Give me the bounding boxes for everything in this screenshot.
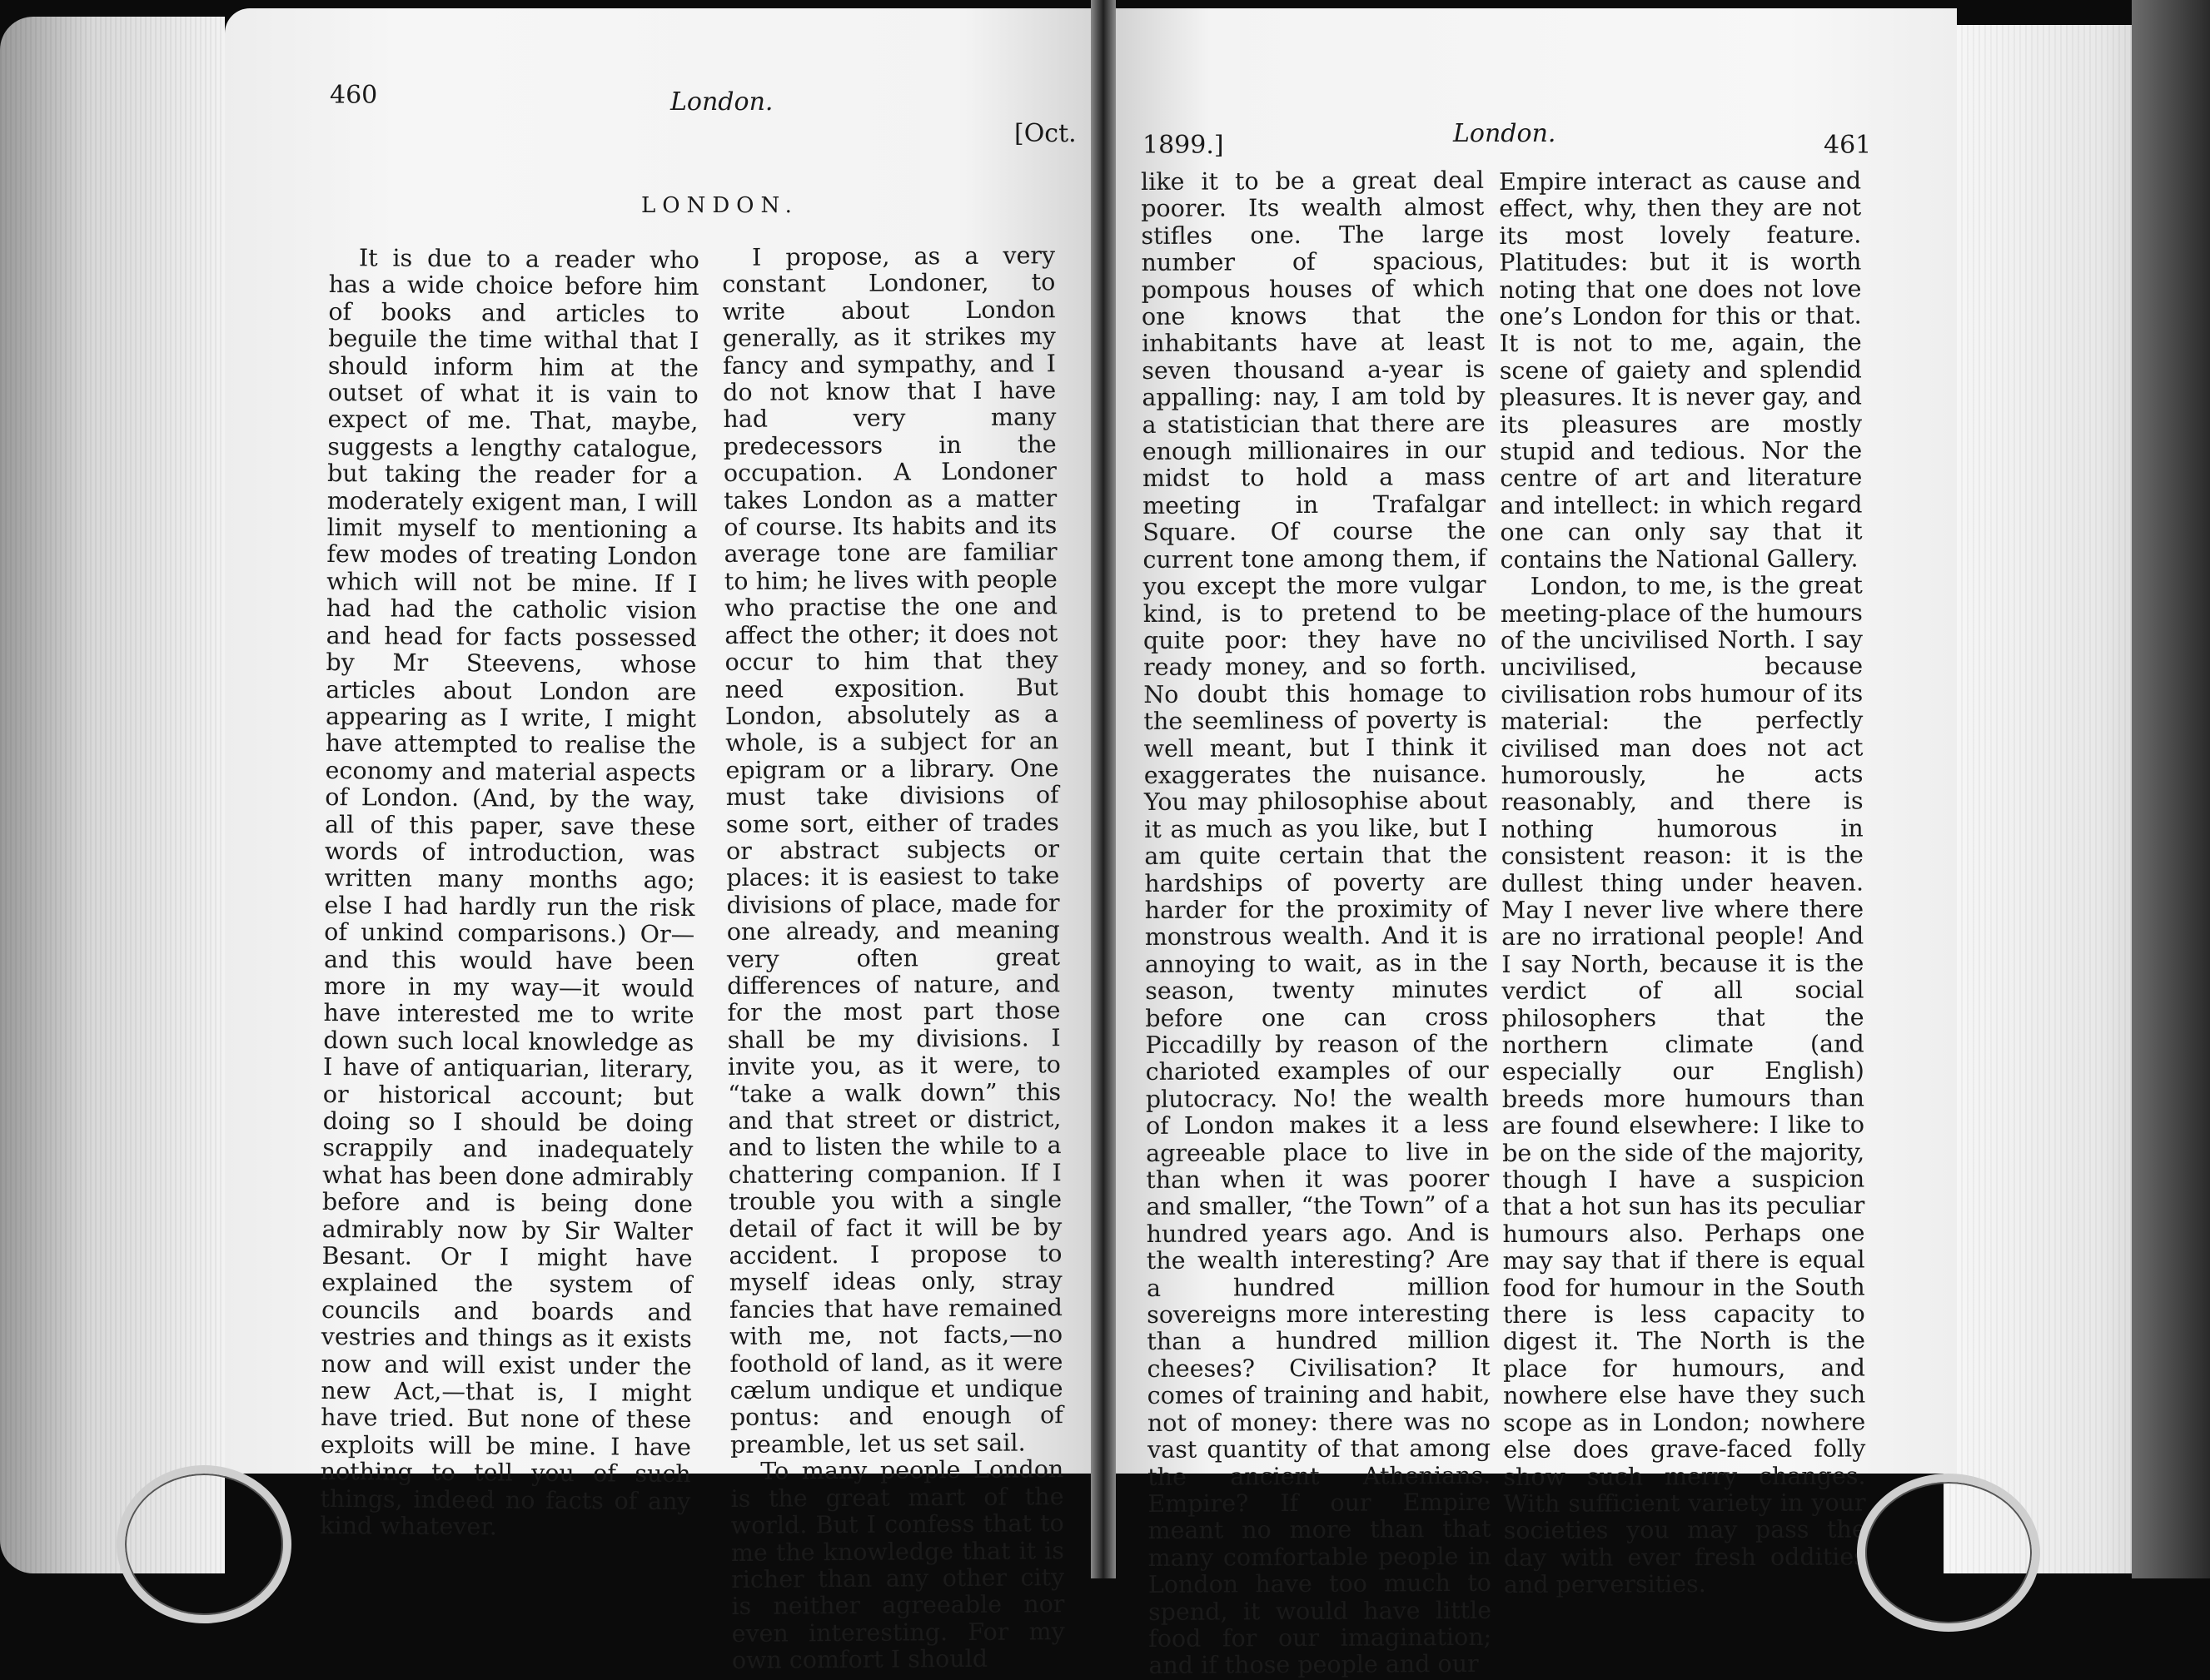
page-holder-clip-right <box>1857 1474 2040 1632</box>
left-running-title: London. <box>670 87 774 117</box>
paragraph: I propose, as a very constant Londoner, to write about London generally, as it strikes my fancy and sympathy, and I do not know that I have had very many predecessors in the occupation. A Londoner takes London as a matter of course. Its habits and its average tone are familiar to him; he lives with people who practise the one and affect the other; it does not occur to him that they need exposition. But London, absolutely as a whole, is a subject for an epigram or a library. One must take divisions of some sort, either of trades or abstract subjects or places: it is easiest to take divisions of place, made for one already, and meaning very often great differences of nature, and for the most part those shall be my divisions. I invite you, as it were, to “take a walk down” this and that street or district, and to listen the while to a chattering companion. If I trouble you with a single detail of fact it will be by accident. I propose to myself ideas only, stray fancies that have remained with me, not facts,—no foothold of land, as it were cælum undique et undique pontus: and enough of preamble, let us set sail. <box>722 241 1063 1459</box>
book-page-edges-left <box>0 17 225 1573</box>
paragraph: To many people London is the great mart of the world. But I confess that to me the knowledge that it is richer than any other city is neither agreeable nor even interesting. For my own comfort I should <box>730 1455 1065 1675</box>
paragraph: Empire interact as cause and effect, why, then they are not its most lovely feature. Platitudes: but it is worth noting that one does not love one’s London for this or that. It is not to me, again, the scene of gaiety and splendid pleasures. It is never gay, and its pleasures are mostly stupid and tedious. Nor the centre of art and literature and intellect: in which regard one can only say that it contains the National Gallery. <box>1498 167 1863 574</box>
left-date-bracket: [Oct. <box>1014 119 1077 148</box>
book-cover-edge <box>2132 0 2210 1578</box>
left-column-1 <box>320 245 699 1543</box>
book-gutter <box>1091 0 1116 1578</box>
article-title: LONDON. <box>641 193 799 218</box>
paragraph: like it to be a great deal poorer. Its wealth almost stifles one. The large number of spacious, pompous houses of which one knows that the inhabitants have at least seven thousand a-year is appalling: nay, I am told by a statistician that there are enough millionaires in our midst to hold a mass meeting in Trafalgar Square. Of course the current tone among them, if you except the more vulgar kind, is to pretend to be quite poor: they have no ready money, and so forth. No doubt this homage to the seemliness of poverty is well meant, but I think it exaggerates the nuisance. You may philosophise about it as much as you like, but I am quite certain that the hardships of poverty are harder for the proximity of monstrous wealth. And it is annoying to wait, as in the season, twenty minutes before one can cross Piccadilly by reason of the charioted examples of our plutocracy. No! the wealth of London makes it a less agreeable place to live in than when it was poorer and smaller, “the Town” of a hundred years ago. And is the wealth interesting? Are a hundred million sovereigns more interesting than a hundred million cheeses? Civilisation? It comes of training and habit, not of money: there was no vast quantity of that among the ancient Athenians. Empire? If our Empire meant no more than that many comfortable people in London have too much to spend, it would have little food for our imagination; and if those people and our <box>1140 166 1492 1680</box>
left-page-number: 460 <box>330 81 378 110</box>
paragraph: London, to me, is the great meeting-place of the humours of the uncivilised North. I say uncivilised, because civilisation robs humour of its material: the perfectly civilised man does not act humorously, he acts reasonably, and there is nothing humorous in consistent reason: it is the dullest thing under heaven. May I never live where there are no irrational people! And I say North, because it is the verdict of all social philosophers that the northern climate (and especially our English) breeds more humours than are found elsewhere: I like to be on the side of the majority, though I have a suspicion that a hot sun has its peculiar humours also. Perhaps one may say that if there is equal food for humour in the South there is less capacity to digest it. The North is the place for humours, and nowhere else have they such scope as in London; nowhere else does grave-faced folly show such merry changes. With sufficient variety in your societies you may pass the day with ever fresh oddities and perversities. <box>1500 571 1866 1599</box>
right-running-title: London. <box>1453 119 1556 148</box>
right-date: 1899.] <box>1142 131 1224 160</box>
paragraph: It is due to a reader who has a wide choice before him of books and articles to beguile the time withal that I should inform him at the outset of what it is vain to expect of me. That, maybe, suggests a lengthy catalogue, but taking the reader for a moderately exigent man, I will limit myself to mentioning a few modes of treating London which will not be mine. If I had had the catholic vision and head for facts possessed by Mr Steevens, whose articles about London are appearing as I write, I might have attempted to realise the economy and material aspects of London. (And, by the way, all of this paper, save these words of introduction, was written many months ago; else I had hardly run the risk of unkind comparisons.) Or—and this would have been more in my way—it would have interested me to write down such local knowledge as I have of antiquarian, literary, or historical account; but doing so I should be doing scrappily and inadequately what has been done admirably before and is being done admirably now by Sir Walter Besant. Or I might have explained the system of councils and boards and vestries and things as it exists now and will exist under the new Act,—that is, I might have tried. But none of these exploits will be mine. I have nothing to tell you of such things, indeed no facts of any kind whatever. <box>320 244 699 1541</box>
right-column-2 <box>1499 167 1866 1598</box>
left-column-2 <box>722 242 1065 1674</box>
page-holder-clip-left <box>117 1465 291 1623</box>
right-page-number: 461 <box>1824 131 1872 160</box>
right-column-1 <box>1141 167 1491 1680</box>
